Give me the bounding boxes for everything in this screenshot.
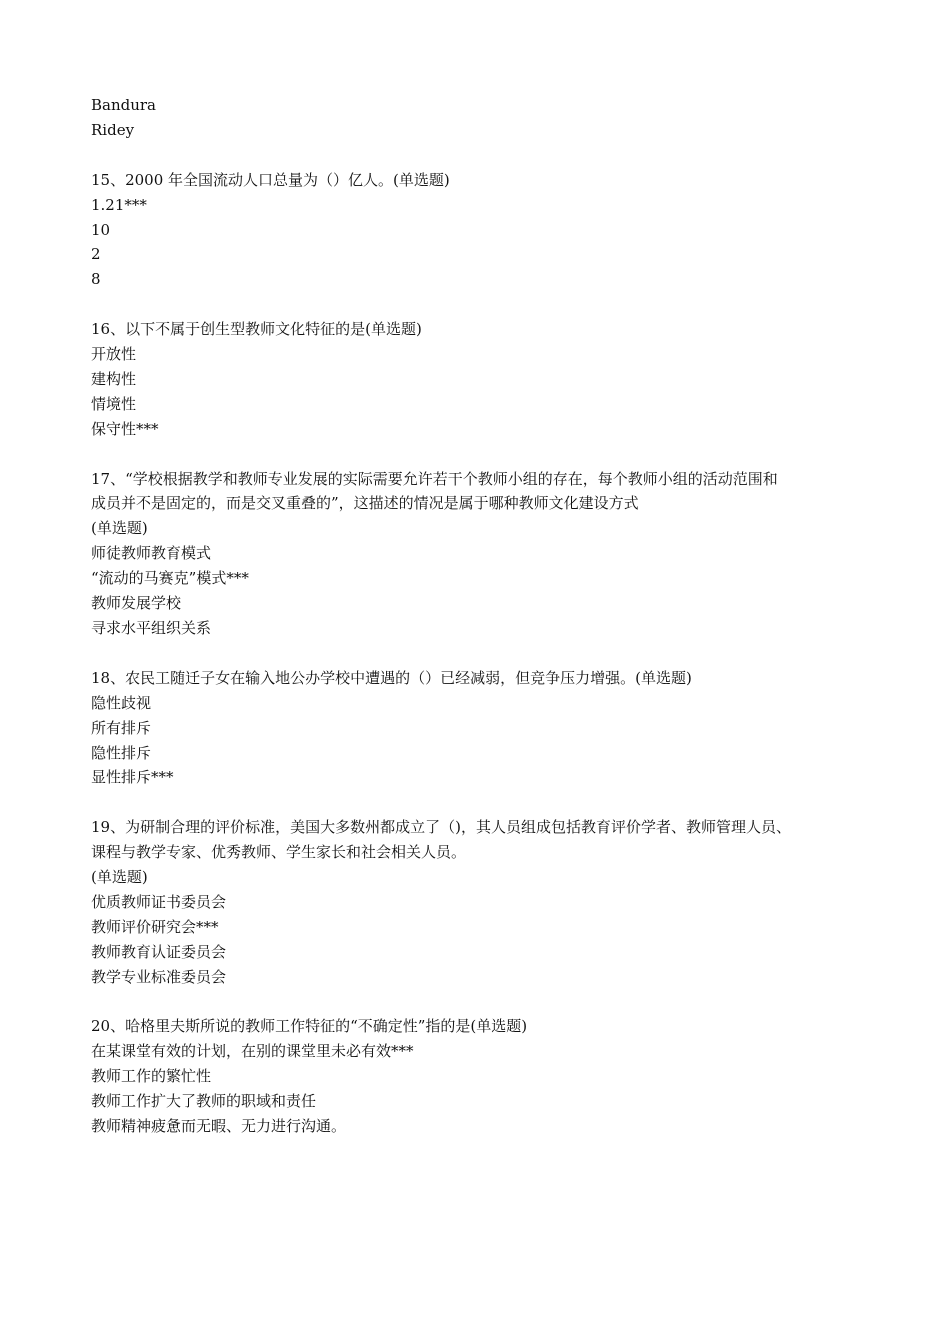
option-line: 优质教师证书委员会	[91, 892, 227, 911]
option-line: Bandura	[91, 96, 157, 114]
option-line: 8	[91, 270, 101, 289]
leading-options	[91, 93, 871, 143]
question-17	[91, 467, 871, 641]
option-list	[91, 890, 871, 990]
option-line: 教学专业标准委员会	[91, 967, 227, 986]
question-stem	[91, 815, 871, 890]
option-line: “流动的马赛克”模式***	[91, 569, 249, 588]
option-line: 建构性	[91, 369, 137, 388]
question-20	[91, 1014, 871, 1139]
question-stem	[91, 168, 871, 193]
option-list	[91, 541, 871, 641]
option-list	[91, 1039, 871, 1139]
option-line: 寻求水平组织关系	[91, 618, 212, 637]
option-line: 隐性排斥	[91, 743, 152, 762]
question-text: 19、为研制合理的评价标准，美国大多数州都成立了（)，其人员组成包括教育评价学者、教师管理人员、	[91, 818, 791, 837]
option-list	[91, 691, 871, 791]
question-stem	[91, 666, 871, 691]
option-line: Ridey	[91, 120, 135, 139]
question-text: 18、农民工随迁子女在输入地公办学校中遭遇的（）已经减弱，但竞争压力增强。(单选题)	[91, 668, 692, 687]
option-line: 隐性歧视	[91, 693, 152, 712]
question-text: 16、以下不属于创生型教师文化特征的是(单选题)	[91, 320, 422, 339]
option-line: 教师精神疲惫而无暇、无力进行沟通。	[91, 1117, 347, 1136]
option-line: 教师教育认证委员会	[91, 942, 227, 961]
option-line: 在某课堂有效的计划，在别的课堂里未必有效***	[91, 1042, 414, 1061]
option-line: 2	[91, 245, 101, 264]
option-line: 教师工作扩大了教师的职域和责任	[91, 1092, 317, 1111]
question-text: 20、哈格里夫斯所说的教师工作特征的“不确定性”指的是(单选题)	[91, 1017, 528, 1036]
document-page	[91, 93, 871, 1139]
question-stem	[91, 317, 871, 342]
question-text: 课程与教学专家、优秀教师、学生家长和社会相关人员。	[91, 843, 467, 862]
question-text: 17、“学校根据教学和教师专业发展的实际需要允许若干个教师小组的存在，每个教师小组的活动范围和	[91, 469, 778, 488]
question-text: 15、2000 年全国流动人口总量为（）亿人。(单选题)	[91, 170, 450, 189]
question-18	[91, 666, 871, 791]
question-text: (单选题)	[91, 868, 148, 887]
question-15	[91, 168, 871, 293]
option-line: 10	[91, 220, 111, 239]
question-19	[91, 815, 871, 989]
option-line: 显性排斥***	[91, 768, 174, 787]
option-list	[91, 342, 871, 442]
option-line: 教师工作的繁忙性	[91, 1067, 212, 1086]
option-line: 教师评价研究会***	[91, 917, 219, 936]
question-stem	[91, 1014, 871, 1039]
option-line: 师徒教师教育模式	[91, 544, 212, 563]
question-stem	[91, 467, 871, 542]
question-text: (单选题)	[91, 519, 148, 538]
option-line: 教师发展学校	[91, 594, 182, 613]
option-line: 开放性	[91, 345, 137, 364]
question-16	[91, 317, 871, 442]
option-list	[91, 193, 871, 293]
question-text: 成员并不是固定的，而是交叉重叠的”，这描述的情况是属于哪种教师文化建设方式	[91, 494, 639, 513]
option-line: 1.21***	[91, 195, 147, 214]
option-line: 情境性	[91, 394, 137, 413]
option-line: 保守性***	[91, 419, 159, 438]
option-line: 所有排斥	[91, 718, 152, 737]
